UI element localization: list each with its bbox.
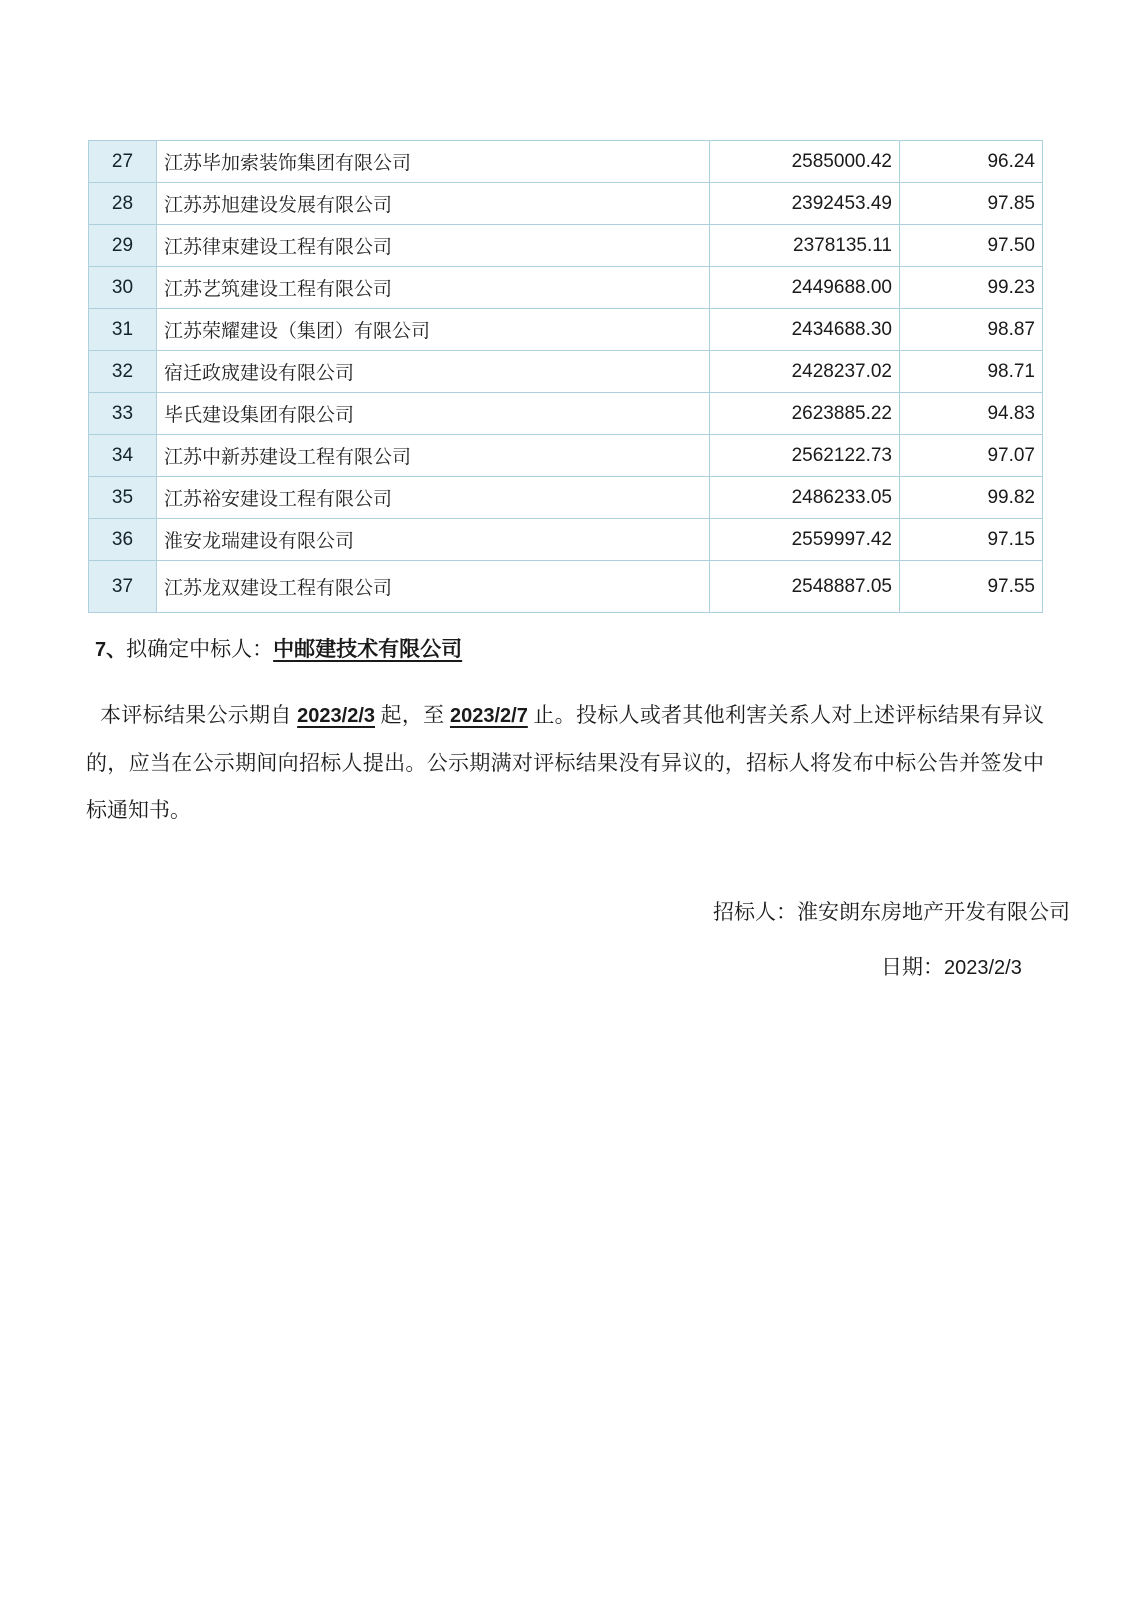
- tenderer-name: 淮安朗东房地产开发有限公司: [797, 900, 1070, 924]
- company-cell: 宿迁政宬建设有限公司: [157, 351, 710, 393]
- rank-cell: 34: [89, 435, 157, 477]
- amount-cell: 2378135.11: [710, 225, 900, 267]
- score-cell: 96.24: [900, 141, 1043, 183]
- table-row: [89, 225, 1043, 267]
- result-table-body: [89, 141, 1043, 613]
- rank-cell: 32: [89, 351, 157, 393]
- company-cell: 毕氏建设集团有限公司: [157, 393, 710, 435]
- table-row: [89, 393, 1043, 435]
- notice-text-1: 本评标结果公示期自: [100, 703, 298, 727]
- rank-cell: 37: [89, 561, 157, 613]
- score-cell: 94.83: [900, 393, 1043, 435]
- amount-cell: 2449688.00: [710, 267, 900, 309]
- rank-cell: 36: [89, 519, 157, 561]
- score-cell: 98.71: [900, 351, 1043, 393]
- amount-cell: 2559997.42: [710, 519, 900, 561]
- section-number: 7、: [95, 639, 127, 661]
- publicity-start-date: 2023/2/3: [297, 705, 376, 727]
- amount-cell: 2434688.30: [710, 309, 900, 351]
- notice-text-3: 止。投标人或者其他利害关系人对上述评标结果有异议的，应当在公示期间向招标人提出。公示期满对评标结果没有异议的，招标人将发布中标公告并签发中标通知书。: [86, 703, 1045, 822]
- tenderer-signature-line: [713, 896, 1070, 926]
- section-label: 拟确定中标人：: [126, 637, 274, 661]
- score-cell: 99.23: [900, 267, 1043, 309]
- company-cell: 江苏荣耀建设（集团）有限公司: [157, 309, 710, 351]
- rank-cell: 29: [89, 225, 157, 267]
- table-row: [89, 183, 1043, 225]
- amount-cell: 2548887.05: [710, 561, 900, 613]
- company-cell: 江苏艺筑建设工程有限公司: [157, 267, 710, 309]
- table-row: [89, 519, 1043, 561]
- table-row: [89, 141, 1043, 183]
- table-row: [89, 267, 1043, 309]
- table-row: [89, 351, 1043, 393]
- table-row: [89, 477, 1043, 519]
- winner-name: 中邮建技术有限公司: [273, 637, 463, 661]
- score-cell: 97.07: [900, 435, 1043, 477]
- amount-cell: 2623885.22: [710, 393, 900, 435]
- rank-cell: 28: [89, 183, 157, 225]
- score-cell: 97.85: [900, 183, 1043, 225]
- rank-cell: 35: [89, 477, 157, 519]
- score-cell: 97.15: [900, 519, 1043, 561]
- rank-cell: 30: [89, 267, 157, 309]
- company-cell: 江苏苏旭建设发展有限公司: [157, 183, 710, 225]
- company-cell: 江苏毕加索装饰集团有限公司: [157, 141, 710, 183]
- score-cell: 97.55: [900, 561, 1043, 613]
- score-cell: 98.87: [900, 309, 1043, 351]
- company-cell: 淮安龙瑞建设有限公司: [157, 519, 710, 561]
- company-cell: 江苏中新苏建设工程有限公司: [157, 435, 710, 477]
- amount-cell: 2562122.73: [710, 435, 900, 477]
- date-signature-line: [881, 951, 1022, 981]
- date-value: 2023/2/3: [944, 957, 1022, 979]
- amount-cell: 2585000.42: [710, 141, 900, 183]
- bid-result-table: [88, 140, 1043, 613]
- score-cell: 97.50: [900, 225, 1043, 267]
- amount-cell: 2486233.05: [710, 477, 900, 519]
- amount-cell: 2392453.49: [710, 183, 900, 225]
- company-cell: 江苏龙双建设工程有限公司: [157, 561, 710, 613]
- score-cell: 99.82: [900, 477, 1043, 519]
- amount-cell: 2428237.02: [710, 351, 900, 393]
- company-cell: 江苏裕安建设工程有限公司: [157, 477, 710, 519]
- date-label: 日期：: [881, 955, 944, 979]
- table-row: [89, 309, 1043, 351]
- table-row: [89, 561, 1043, 613]
- notice-text-2: 起，至: [375, 703, 450, 727]
- publicity-notice: [86, 692, 1044, 834]
- rank-cell: 27: [89, 141, 157, 183]
- publicity-end-date: 2023/2/7: [449, 705, 528, 727]
- rank-cell: 31: [89, 309, 157, 351]
- tenderer-label: 招标人：: [713, 900, 797, 924]
- company-cell: 江苏律束建设工程有限公司: [157, 225, 710, 267]
- rank-cell: 33: [89, 393, 157, 435]
- section-7-heading: [95, 633, 462, 663]
- table-row: [89, 435, 1043, 477]
